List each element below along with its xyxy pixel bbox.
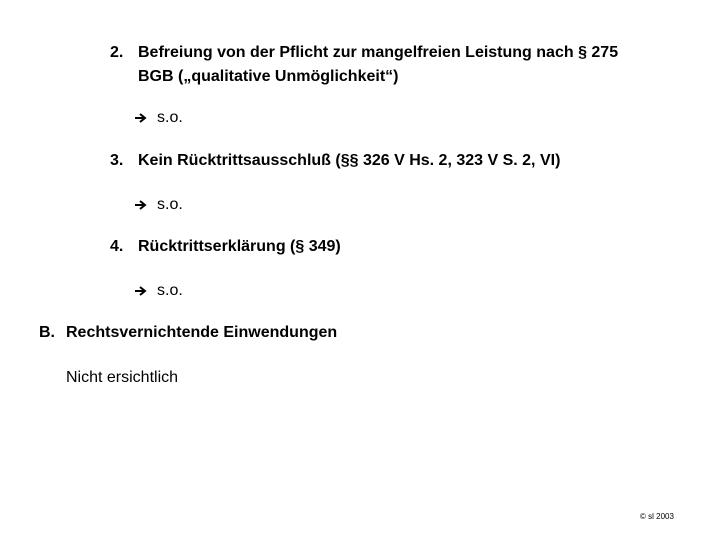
item-2-title-line-2: BGB („qualitative Unmöglichkeit“) — [138, 68, 399, 85]
section-b-note: Nicht ersichtlich — [66, 369, 179, 386]
item-2-title-line-1: Befreiung von der Pflicht zur mangelfreien Leistung nach § 275 — [138, 44, 619, 61]
item-3-number: 3. — [110, 152, 124, 169]
item-2-reference — [134, 107, 183, 129]
right-arrow-icon — [134, 111, 148, 125]
item-4-title: Rücktrittserklärung (§ 349) — [138, 238, 341, 255]
right-arrow-icon — [134, 198, 148, 212]
item-4-reference-text: s.o. — [157, 282, 183, 299]
item-2-reference-text: s.o. — [157, 109, 183, 126]
item-3-reference-text: s.o. — [157, 196, 183, 213]
section-b-letter: B. — [39, 324, 55, 341]
item-4-number: 4. — [110, 238, 124, 255]
copyright-footer: © sl 2003 — [640, 512, 674, 521]
item-2-number: 2. — [110, 44, 124, 61]
right-arrow-icon — [134, 284, 148, 298]
section-b-title: Rechtsvernichtende Einwendungen — [66, 324, 338, 341]
item-3-title: Kein Rücktrittsausschluß (§§ 326 V Hs. 2, 323 V S. 2, VI) — [138, 152, 561, 169]
item-4-reference — [134, 280, 183, 302]
item-3-reference — [134, 194, 183, 216]
